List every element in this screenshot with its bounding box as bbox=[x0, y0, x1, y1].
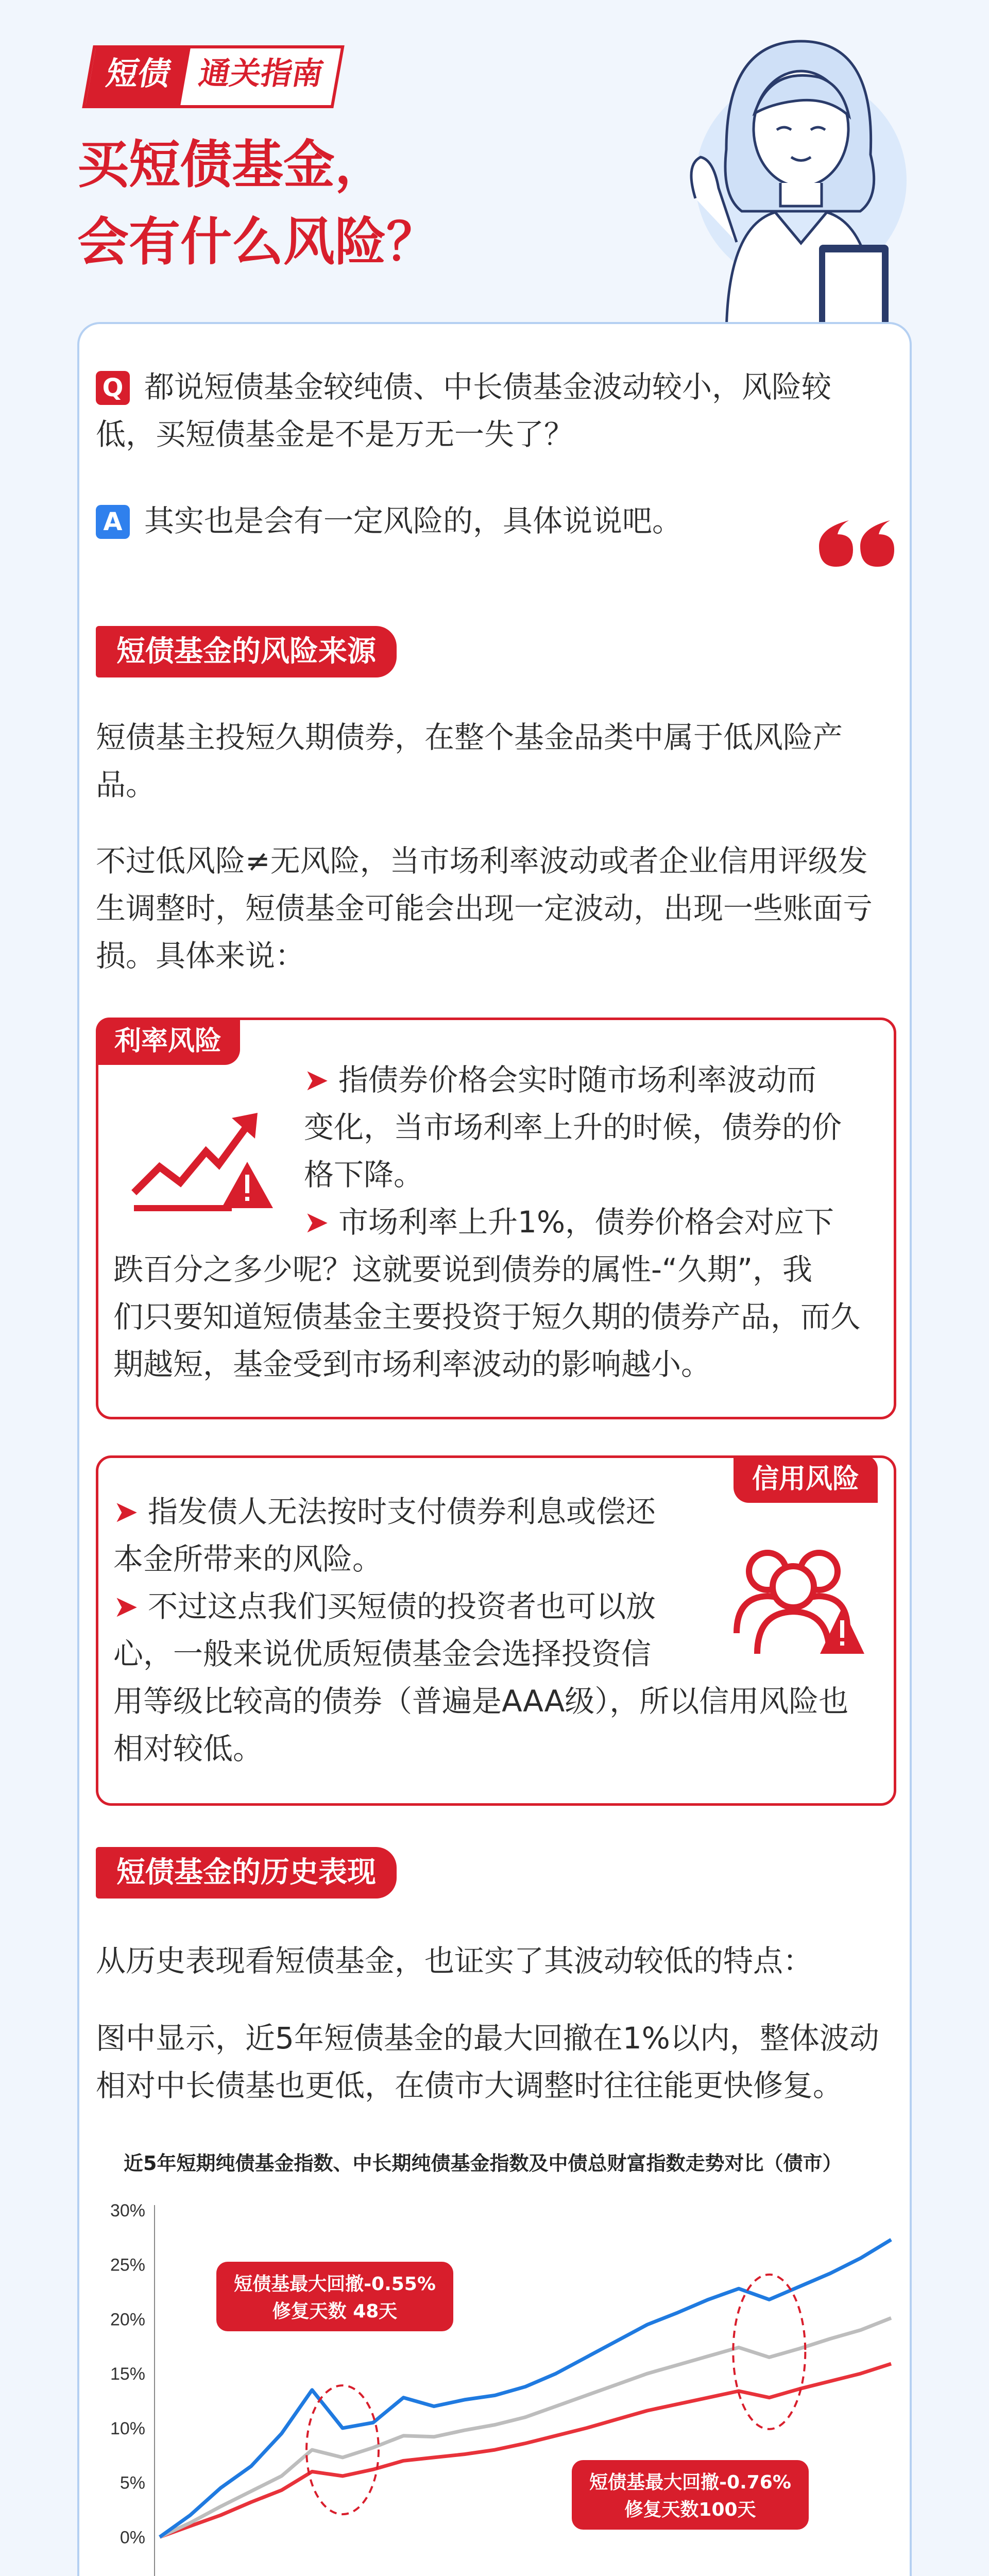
rate-risk-line7: 期越短，基金受到市场利率波动的影响越小。 bbox=[113, 1347, 711, 1382]
page-title bbox=[77, 126, 438, 281]
arrow-bullet-icon: ➤ bbox=[113, 1494, 148, 1529]
rate-risk-tag: 利率风险 bbox=[96, 1018, 240, 1065]
section-title-risk-source: 短债基金的风险来源 bbox=[96, 626, 397, 677]
chart-title: 近5年短期纯债基金指数、中长期纯债基金指数及中债总财富指数走势对比（债市） bbox=[124, 2152, 842, 2175]
callout-text-2-1: 短债基最大回撤-0.76% bbox=[589, 2472, 791, 2493]
section1-p1-line1: 短债基主投短久期债券，在整个基金品类中属于低风险产 bbox=[96, 720, 843, 755]
title-line2: 会有什么风险？ bbox=[77, 212, 438, 272]
quote-marks-icon bbox=[813, 518, 900, 574]
y-tick-label: 15% bbox=[110, 2364, 145, 2384]
avatar-illustration bbox=[664, 10, 907, 340]
rate-risk-line4: ➤ 市场利率上升1%，债券价格会对应下 bbox=[304, 1205, 834, 1240]
callout-text-1-1: 短债基最大回撤-0.55% bbox=[234, 2274, 436, 2295]
question-badge: Q bbox=[96, 371, 130, 405]
credit-risk-line1: ➤ 指发债人无法按时支付债券利息或偿还 bbox=[113, 1494, 656, 1529]
credit-risk-tag: 信用风险 bbox=[734, 1455, 878, 1503]
rising-chart-warning-icon bbox=[129, 1090, 278, 1213]
credit-risk-line6: 相对较低。 bbox=[113, 1731, 263, 1766]
tag-guide: 通关指南 bbox=[196, 56, 327, 92]
rate-risk-line5: 跌百分之多少呢？这就要说到债券的属性-“久期”，我 bbox=[113, 1252, 813, 1287]
tag-short-bond: 短债 bbox=[86, 48, 190, 105]
y-tick-label: 5% bbox=[120, 2473, 145, 2493]
credit-risk-line4: 心，一般来说优质短债基金会选择投资信 bbox=[113, 1636, 652, 1671]
credit-risk-line3: ➤ 不过这点我们买短债的投资者也可以放 bbox=[113, 1589, 656, 1624]
people-warning-icon bbox=[731, 1535, 865, 1659]
rate-risk-line1: ➤ 指债券价格会实时随市场利率波动而 bbox=[304, 1062, 817, 1097]
y-tick-label: 30% bbox=[110, 2201, 145, 2221]
section-title-history: 短债基金的历史表现 bbox=[96, 1847, 397, 1899]
section1-p2-line2: 生调整时，短债基金可能会出现一定波动，出现一些账面亏 bbox=[96, 891, 873, 926]
section1-p2-line1: 不过低风险≠无风险，当市场利率波动或者企业信用评级发 bbox=[96, 843, 868, 878]
callout-text-2-2: 修复天数100天 bbox=[624, 2499, 756, 2520]
answer-badge: A bbox=[96, 505, 130, 539]
question-line2: 低，买短债基金是不是万无一失了？ bbox=[96, 417, 574, 452]
question-line1: 都说短债基金较纯债、中长债基金波动较小，风险较 bbox=[144, 369, 832, 404]
trend-chart bbox=[77, 2179, 912, 2576]
title-line1: 买短债基金， bbox=[77, 134, 386, 195]
y-tick-label: 20% bbox=[110, 2310, 145, 2330]
section1-p1-line2: 品。 bbox=[96, 767, 156, 802]
section2-p2-line1: 图中显示，近5年短债基金的最大回撤在1%以内，整体波动 bbox=[96, 2021, 879, 2056]
answer-line1: 其实也是会有一定风险的，具体说说吧。 bbox=[144, 503, 683, 538]
arrow-bullet-icon: ➤ bbox=[113, 1589, 148, 1624]
section2-p1: 从历史表现看短债基金，也证实了其波动较低的特点： bbox=[96, 1943, 813, 1978]
y-tick-label: 25% bbox=[110, 2255, 145, 2275]
y-tick-label: 10% bbox=[110, 2418, 145, 2438]
section1-p2-line3: 损。具体来说： bbox=[96, 938, 305, 973]
header-tag bbox=[82, 45, 345, 108]
arrow-bullet-icon: ➤ bbox=[304, 1205, 339, 1240]
arrow-bullet-icon: ➤ bbox=[304, 1062, 339, 1097]
y-tick-label: 0% bbox=[120, 2528, 145, 2548]
section2-p2-line2: 相对中长债基也更低，在债市大调整时往往能更快修复。 bbox=[96, 2068, 843, 2103]
callout-text-1-2: 修复天数 48天 bbox=[272, 2301, 398, 2322]
rate-risk-line6: 们只要知道短债基金主要投资于短久期的债券产品，而久 bbox=[113, 1299, 861, 1334]
credit-risk-line5: 用等级比较高的债券（普遍是AAA级），所以信用风险也 bbox=[113, 1684, 849, 1719]
rate-risk-line3: 格下降。 bbox=[304, 1157, 424, 1192]
credit-risk-line2: 本金所带来的风险。 bbox=[113, 1541, 383, 1577]
rate-risk-line2: 变化，当市场利率上升的时候，债券的价 bbox=[304, 1110, 842, 1145]
